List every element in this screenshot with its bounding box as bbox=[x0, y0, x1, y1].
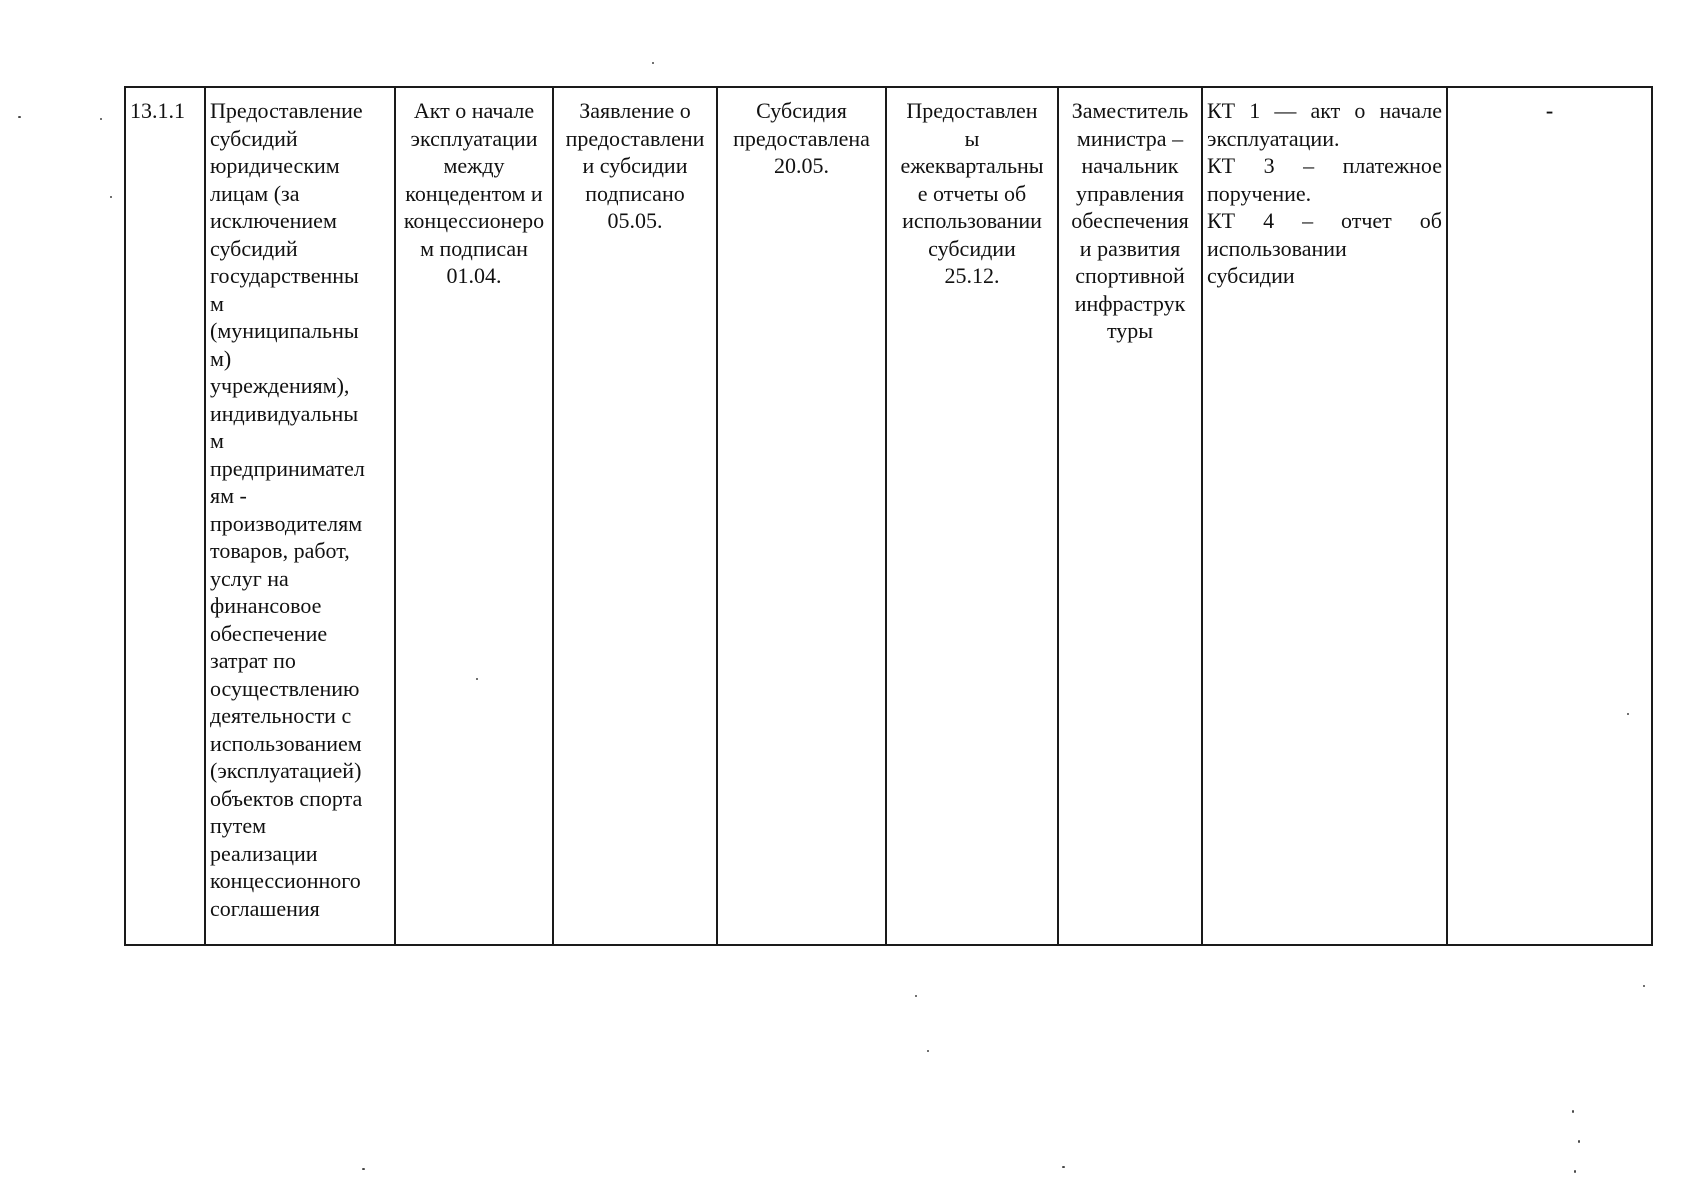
control-point-2-cell bbox=[553, 87, 717, 945]
text-line: министра – bbox=[1076, 125, 1184, 151]
control-point-3-cell bbox=[717, 87, 886, 945]
text-line: обеспечение bbox=[210, 620, 328, 646]
text-line: 01.04. bbox=[446, 263, 502, 288]
text-line: Предоставлен bbox=[906, 98, 1038, 123]
text-line: предпринимател bbox=[210, 455, 365, 481]
notes-cell bbox=[1447, 87, 1652, 945]
text-line: соглашения bbox=[210, 895, 320, 921]
text-line: использованием bbox=[210, 730, 362, 756]
scan-speck bbox=[652, 62, 654, 64]
text-line: Субсидия bbox=[756, 98, 847, 123]
scan-speck bbox=[100, 118, 102, 120]
text-line: 05.05. bbox=[607, 208, 663, 233]
document-line: использовании bbox=[1207, 235, 1347, 261]
text-line: концессионного bbox=[210, 868, 361, 893]
document-line: поручение. bbox=[1207, 180, 1312, 206]
text-line: м подписан bbox=[420, 235, 528, 261]
text-line: исключением bbox=[210, 208, 337, 233]
text-line: спортивной bbox=[1075, 263, 1185, 288]
text-line: туры bbox=[1106, 318, 1154, 343]
scan-speck bbox=[362, 1168, 365, 1170]
text-line: обеспечения bbox=[1071, 208, 1189, 233]
text-line: 25.12. bbox=[944, 263, 1000, 288]
scan-speck bbox=[1643, 985, 1645, 987]
control-point-2-text bbox=[558, 97, 712, 235]
row-number-cell bbox=[125, 87, 205, 945]
scan-speck bbox=[927, 1050, 929, 1052]
document-line: субсидии bbox=[1207, 263, 1295, 288]
text-line: предоставлени bbox=[565, 125, 705, 151]
text-line: и развития bbox=[1079, 235, 1181, 261]
event-name-cell bbox=[205, 87, 395, 945]
notes-dash: - bbox=[1545, 98, 1554, 123]
event-name-text bbox=[210, 97, 390, 922]
documents-text bbox=[1207, 97, 1442, 290]
text-line: объектов спорта bbox=[210, 785, 363, 811]
document-line: КТ 3 – платежное bbox=[1207, 153, 1442, 178]
text-line: юридическим bbox=[210, 153, 340, 178]
scan-speck bbox=[1062, 1166, 1065, 1168]
text-line: ежеквартальны bbox=[900, 153, 1044, 178]
text-line: е отчеты об bbox=[917, 180, 1027, 206]
text-line: предоставлена bbox=[733, 125, 870, 151]
text-line: м bbox=[210, 428, 224, 453]
text-line: концессионеро bbox=[403, 208, 545, 233]
scan-speck bbox=[110, 196, 112, 198]
text-line: услуг на bbox=[210, 565, 289, 591]
text-line: Акт о начале bbox=[413, 98, 535, 123]
text-line: индивидуальны bbox=[210, 400, 359, 426]
responsible-person-text bbox=[1063, 97, 1197, 345]
document-line: КТ 1 — акт о начале bbox=[1207, 98, 1442, 123]
responsible-person-cell bbox=[1058, 87, 1202, 945]
text-line: 20.05. bbox=[774, 153, 829, 178]
text-line: (муниципальны bbox=[210, 318, 359, 343]
text-line: (эксплуатацией) bbox=[210, 758, 362, 783]
document-line: эксплуатации. bbox=[1207, 125, 1340, 151]
text-line: Заявление о bbox=[579, 98, 691, 123]
text-line: ям - bbox=[210, 483, 247, 508]
text-line: путем bbox=[210, 813, 267, 838]
text-line: товаров, работ, bbox=[210, 538, 350, 563]
text-line: эксплуатации bbox=[410, 125, 538, 151]
control-points-table bbox=[124, 86, 1653, 946]
text-line: м bbox=[210, 290, 224, 316]
text-line: производителям bbox=[210, 510, 363, 536]
scan-speck bbox=[476, 678, 478, 680]
text-line: осуществлению bbox=[210, 675, 360, 701]
text-line: учреждениям), bbox=[210, 373, 350, 398]
text-line: субсидий bbox=[210, 235, 298, 261]
text-line: реализации bbox=[210, 840, 318, 866]
text-line: управления bbox=[1075, 180, 1185, 206]
text-line: м) bbox=[210, 345, 232, 371]
text-line: и субсидии bbox=[582, 153, 688, 178]
control-point-4-cell bbox=[886, 87, 1058, 945]
text-line: использовании bbox=[902, 208, 1042, 233]
scan-speck bbox=[915, 995, 917, 997]
text-line: концедентом и bbox=[405, 180, 543, 206]
control-point-3-text bbox=[722, 97, 881, 180]
text-line: Предоставление bbox=[210, 98, 363, 123]
text-line: субсидии bbox=[928, 235, 1016, 261]
scan-speck bbox=[1574, 1170, 1576, 1173]
text-line: субсидий bbox=[210, 125, 298, 151]
text-line: инфраструк bbox=[1074, 290, 1186, 316]
text-line: ы bbox=[964, 125, 980, 151]
control-point-4-text bbox=[891, 97, 1053, 290]
document-line: КТ 4 – отчет об bbox=[1207, 208, 1442, 233]
text-line: между bbox=[443, 153, 505, 178]
documents-cell bbox=[1202, 87, 1447, 945]
scan-speck bbox=[1578, 1140, 1580, 1143]
text-line: финансовое bbox=[210, 593, 322, 618]
text-line: начальник bbox=[1081, 153, 1179, 178]
control-point-1-text bbox=[400, 97, 548, 290]
text-line: подписано bbox=[585, 180, 685, 206]
text-line: деятельности с bbox=[210, 703, 352, 728]
scan-speck bbox=[1627, 713, 1629, 715]
text-line: затрат по bbox=[210, 648, 296, 673]
text-line: государственны bbox=[210, 263, 359, 288]
text-line: Заместитель bbox=[1071, 98, 1189, 123]
scan-speck bbox=[1572, 1110, 1574, 1113]
text-line: лицам (за bbox=[210, 180, 300, 206]
row-number: 13.1.1 bbox=[130, 98, 185, 123]
scan-speck bbox=[18, 116, 21, 118]
table-row bbox=[125, 87, 1652, 945]
control-point-1-cell bbox=[395, 87, 553, 945]
